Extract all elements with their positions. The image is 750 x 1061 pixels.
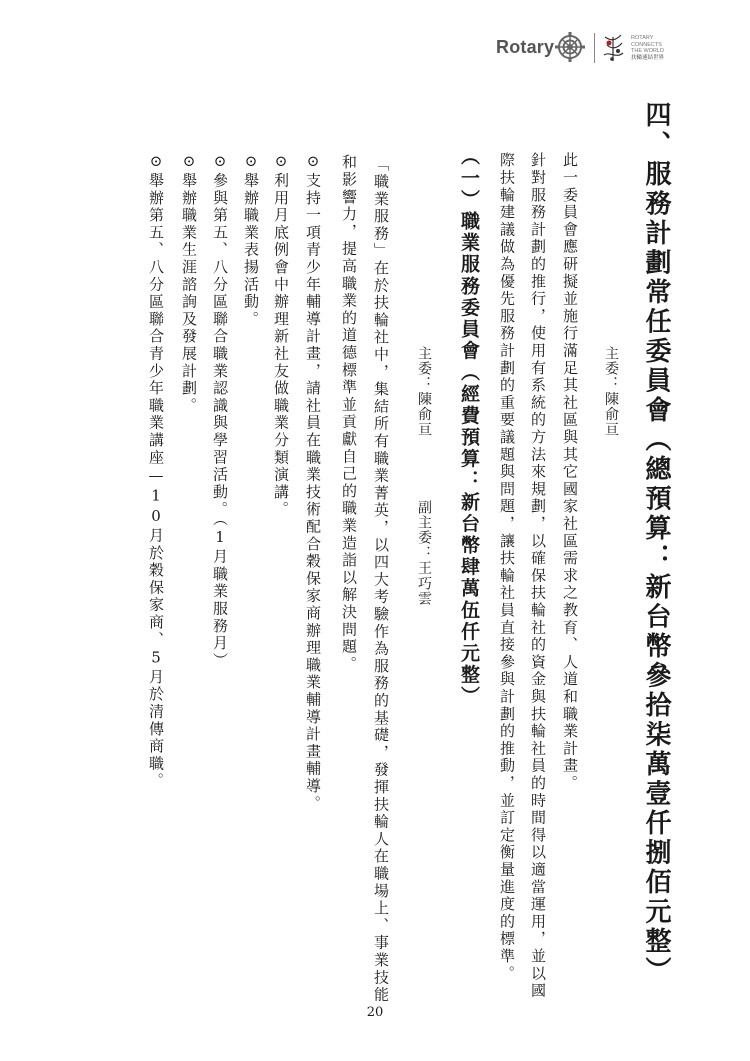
connects-zh: 扶輪連結世界 [631, 54, 665, 61]
subsection-chair: 主委：陳俞亘 [416, 346, 432, 438]
section-chair: 主委：陳俞亘 [603, 346, 619, 438]
list-item: ⊙舉辦職業生涯諮詢及發展計劃。 [180, 152, 198, 415]
connects-line-3: THE WORLD [631, 48, 664, 54]
list-item: ⊙參與第五、八分區聯合職業認識與學習活動。（1月職業服務月） [211, 152, 229, 670]
page-number: 20 [366, 1005, 384, 1020]
list-item: ⊙利用月底例會中辦理新社友做職業分類演講。 [272, 152, 290, 519]
rotary-connects-text [631, 35, 691, 61]
list-item: ⊙支持一項青少年輔導計畫，請社員在職業技術配合穀保家商辦理職業輔導計畫輔導。 [304, 152, 322, 813]
subsection-title: （一）職業服務委員會（經費預算：新台幣肆萬伍仟元整） [458, 146, 480, 708]
rotary-connects-icon [601, 31, 625, 65]
section-paragraph-line-2: 針對服務計劃的推行，使用有系統的方法來規劃，以確保扶輪社的資金與扶輪社員的時間得以適當運用，並以國 [529, 152, 547, 1000]
list-item: ⊙舉辦職業表揚活動。 [242, 152, 260, 328]
rotary-wordmark: Rotary [496, 37, 555, 57]
list-item: ⊙舉辦第五、八分區聯合青少年職業講座—10月於穀保家商、5月於清傳商職。 [147, 152, 165, 790]
connects-line-2: CONNECTS [631, 41, 662, 48]
connects-line-1: ROTARY [631, 35, 654, 41]
section-paragraph-line-1: 此一委員會應研擬並施行滿足其社區與其它國家社區需求之教育、人道和職業計畫。 [561, 152, 579, 793]
section-paragraph-line-3: 際扶輪建議做為優先服務計劃的重要議題與問題，讓扶輪社員直接參與計劃的推動，並訂定衡量進度的標準。 [498, 152, 516, 983]
rotary-gear-icon [554, 31, 586, 63]
header-divider [594, 33, 595, 63]
subsection-paragraph-line-2: 和影響力，提高職業的道德標準並貢獻自己的職業造詣以解決問題。 [340, 154, 358, 673]
section-title: 四、服務計劃常任委員會（總預算：新台幣參拾柒萬壹仟捌佰元整） [641, 101, 671, 986]
subsection-vice-chair: 副主委：王巧雲 [416, 500, 432, 607]
subsection-paragraph-line-1: 「職業服務」在於扶輪社中，集結所有職業菁英，以四大考驗作為服務的基礎，發揮扶輪人在職場上、事業技能 [372, 156, 390, 1004]
